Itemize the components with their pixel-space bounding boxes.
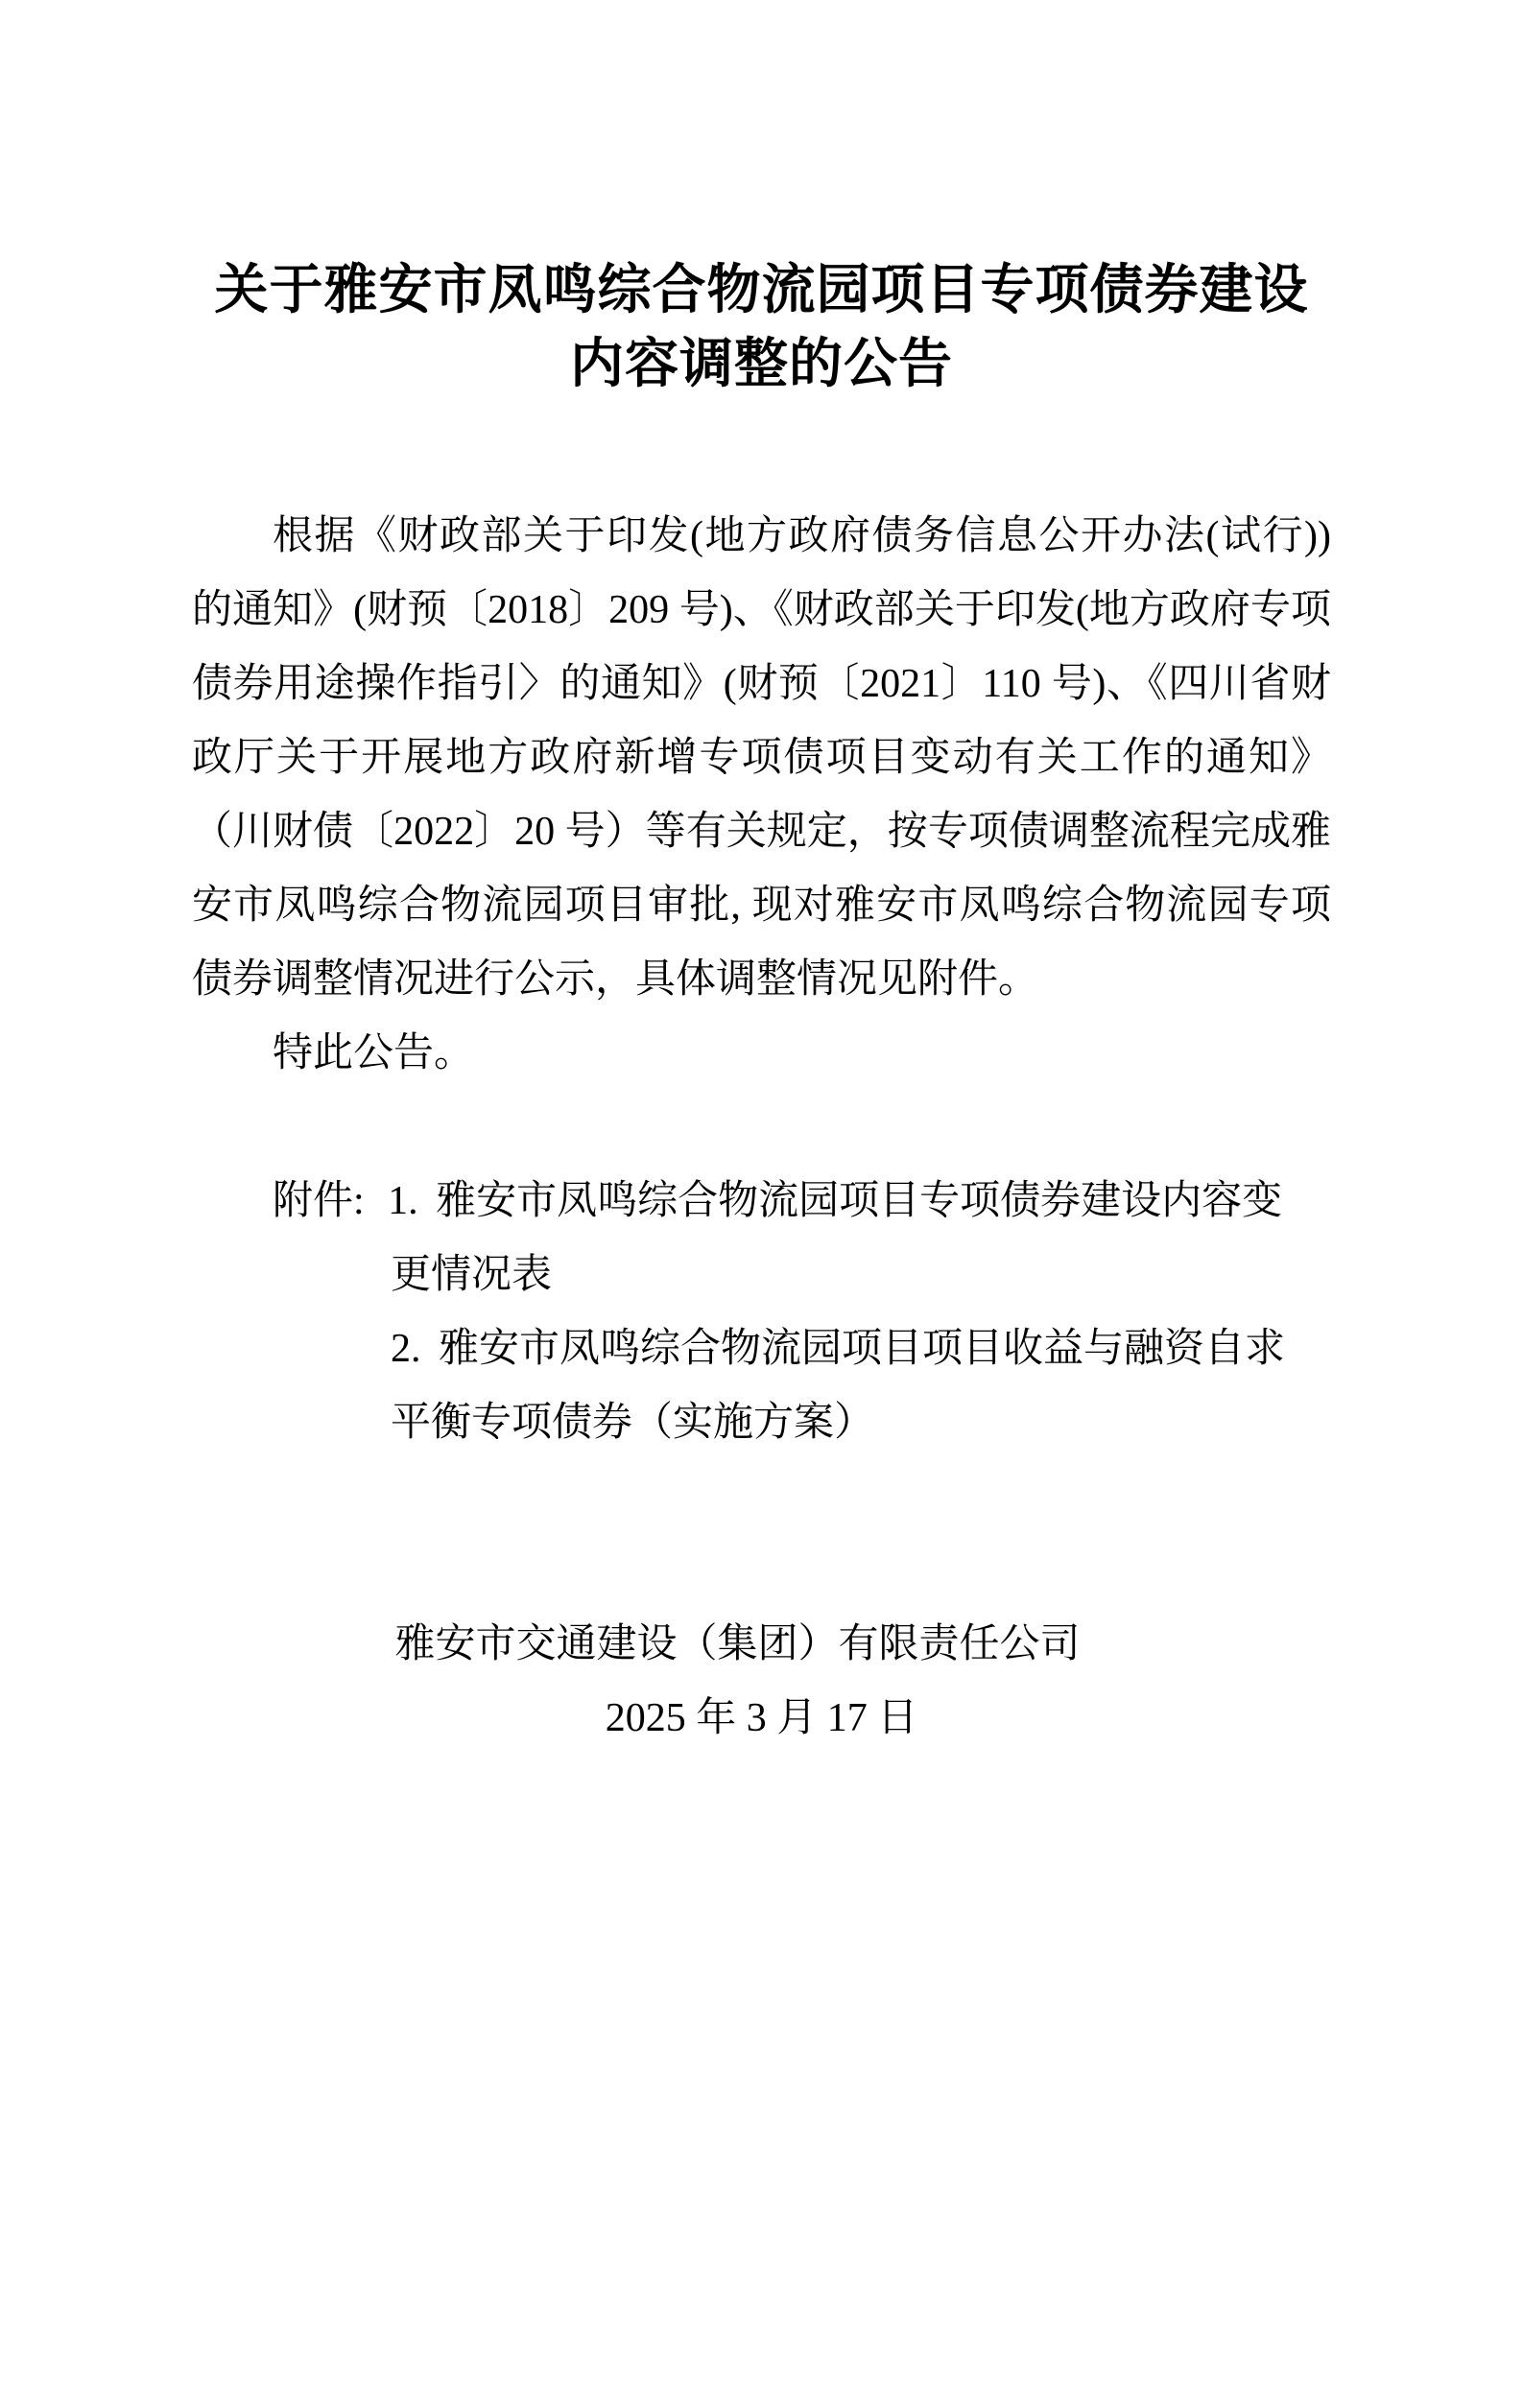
company-name: 雅安市交通建设（集团）有限责任公司: [394, 1622, 1081, 1666]
title-line-1: 关于雅安市凤鸣综合物流园项目专项债券建设: [214, 261, 1309, 320]
attachment-item-1: [192, 1165, 1305, 1312]
attachment-item-2: [192, 1312, 1305, 1460]
attachment-1-text: 雅安市凤鸣综合物流园项目专项债券建设内容变更情况表: [391, 1179, 1283, 1297]
signature-block: [192, 1608, 1331, 1756]
attachment-2-text: 雅安市凤鸣综合物流园项目项目收益与融资自求平衡专项债券（实施方案）: [391, 1327, 1286, 1445]
document-page: [0, 254, 1523, 2408]
attachments-label: 附件:: [273, 1179, 365, 1223]
closing-statement: 特此公告。: [273, 1031, 475, 1075]
document-title: [192, 254, 1331, 402]
attachment-2-number: 2.: [391, 1327, 421, 1371]
body-paragraph: 根据《财政部关于印发(地方政府债务信息公开办法(试行))的通知》(财预〔2018〕209 号)、《财政部关于印发(地方政府专项债券用途操作指引〉的通知》(财预〔2021〕110 号)、《四川省财政厅关于开展地方政府新增专项债项目变动有关工作的通知》（川财债〔2022〕20 号）等有关规定，按专项债调整流程完成雅安市凤鸣综合物流园项目审批, 现对雅安市凤鸣综合物流园专项债券调整情况进行公示，具体调整情况见附件。: [192, 514, 1331, 1002]
attachment-1-number: 1.: [388, 1179, 418, 1223]
title-line-2: 内容调整的公告: [570, 335, 953, 394]
signature-date: 2025 年 3 月 17 日: [605, 1696, 918, 1740]
attachments-section: [192, 1165, 1305, 1460]
